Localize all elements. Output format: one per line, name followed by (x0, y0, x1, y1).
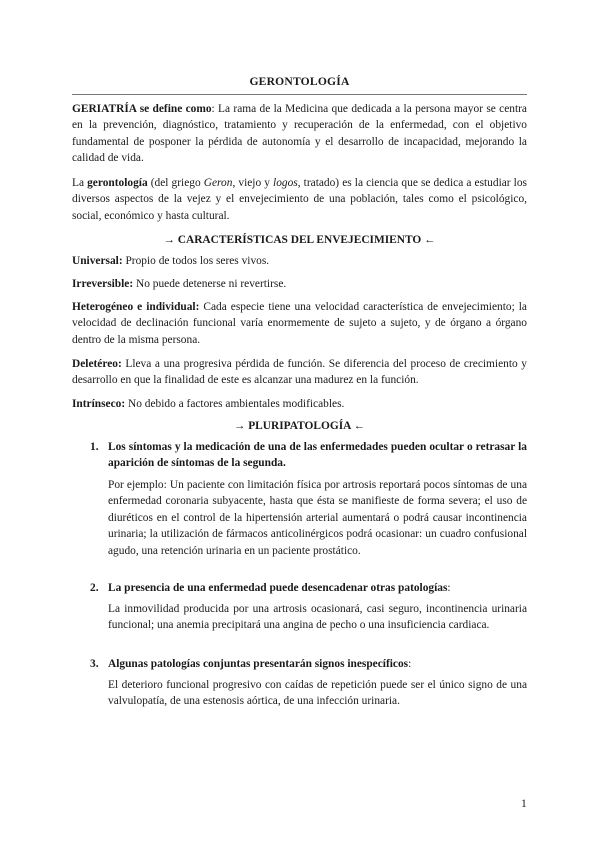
geron-word: Geron (203, 177, 233, 189)
geriatria-text: : La rama de la Medicina que dedicada a la persona mayor se centra en la prevención, diagnóstico, tratamiento y recuperación de la enfermedad, con el objetivo fundamental de posponer la pérdida de autonomía y el desarrollo de incapacidad, mejorando la calidad de vida. (72, 103, 527, 165)
item-title-text: La presencia de una enfermedad puede desencadenar otras patologías (108, 582, 448, 594)
characteristic-term: Universal: (72, 255, 123, 267)
characteristic-text: No puede detenerse ni revertirse. (133, 278, 287, 290)
characteristic-text: Lleva a una progresiva pérdida de función. Se diferencia del proceso de crecimiento y desarrollo en que la finalidad de este es alcanzar una madurez en la función. (72, 358, 527, 387)
item-number: 1. (90, 441, 99, 453)
geriatria-term: GERIATRÍA se define como (72, 103, 212, 115)
item-title-text: Algunas patologías conjuntas presentarán signos inespecíficos (108, 658, 409, 670)
gero-text-b: , viejo y (232, 177, 274, 189)
gerontologia-term: gerontología (87, 177, 148, 189)
characteristic-text: Cada especie tiene una velocidad característica de envejecimiento; la velocidad de declinación funcional varía enormemente de sujeto a sujeto, y de órgano a órgano dentro de la misma persona. (72, 301, 527, 346)
characteristic-intrinseco (72, 396, 527, 412)
characteristic-deletereo (72, 356, 527, 389)
item-title (108, 439, 527, 472)
item-body: Por ejemplo: Un paciente con limitación física por artrosis reportará pocos síntomas de una enfermedad coronaria subyacente, hasta que ésta se manifieste de forma severa; el uso de diuréticos en el control de la hipertensión arterial aumentará o podrá causar incontinencia urinaria; la utilización de fármacos anticolinérgicos podrá ocasionar: un cuadro confusional agudo, una retención urinaria en un paciente prostático. (108, 479, 527, 557)
section-heading-pluripatologia: → PLURIPATOLOGÍA ← (233, 420, 365, 432)
characteristic-term: Irreversible: (72, 278, 134, 290)
logos-word: logos (273, 177, 298, 189)
characteristic-text: No debido a factores ambientales modificables. (125, 398, 345, 410)
gero-pre: La (72, 177, 88, 189)
item-number: 3. (90, 658, 99, 670)
item-number: 2. (90, 582, 99, 594)
section-heading-caracteristicas: → CARACTERÍSTICAS DEL ENVEJECIMIENTO ← (163, 234, 436, 246)
item-title-suffix: : (408, 658, 412, 670)
gerontologia-definition (72, 175, 527, 224)
item-title-suffix: : (447, 582, 451, 594)
item-title (108, 580, 527, 596)
item-body: La inmovilidad producida por una artrosis ocasionará, casi seguro, incontinencia urinaria funcional; una anemia precipitará una angina de pecho o una insuficiencia cardiaca. (108, 603, 527, 632)
page-number: 1 (521, 797, 527, 810)
item-title (108, 656, 527, 672)
gero-text-c: , tratado) es la ciencia que se dedica a estudiar los diversos aspectos de la vejez y el envejecimiento de una población, tales como el psicológico, social, económico y hasta cultural. (72, 177, 527, 222)
characteristic-term: Heterogéneo e individual: (72, 301, 200, 313)
characteristic-term: Intrínseco: (72, 398, 126, 410)
characteristic-term: Deletéreo: (72, 358, 122, 370)
characteristic-text: Propio de todos los seres vivos. (122, 255, 270, 267)
item-body: El deterioro funcional progresivo con caídas de repetición puede ser el único signo de una valvulopatía, de una estenosis aórtica, de una infección urinaria. (108, 679, 527, 708)
characteristic-irreversible (72, 276, 527, 292)
gero-text-a: (del griego (147, 177, 204, 189)
geriatria-definition (72, 101, 527, 167)
title-underline (72, 94, 527, 95)
page-title: GERONTOLOGÍA (249, 75, 350, 88)
item-title-text: Los síntomas y la medicación de una de las enfermedades pueden ocultar o retrasar la aparición de síntomas de la segunda. (108, 441, 527, 470)
characteristic-heterogeneo (72, 299, 527, 348)
characteristic-universal (72, 253, 527, 269)
